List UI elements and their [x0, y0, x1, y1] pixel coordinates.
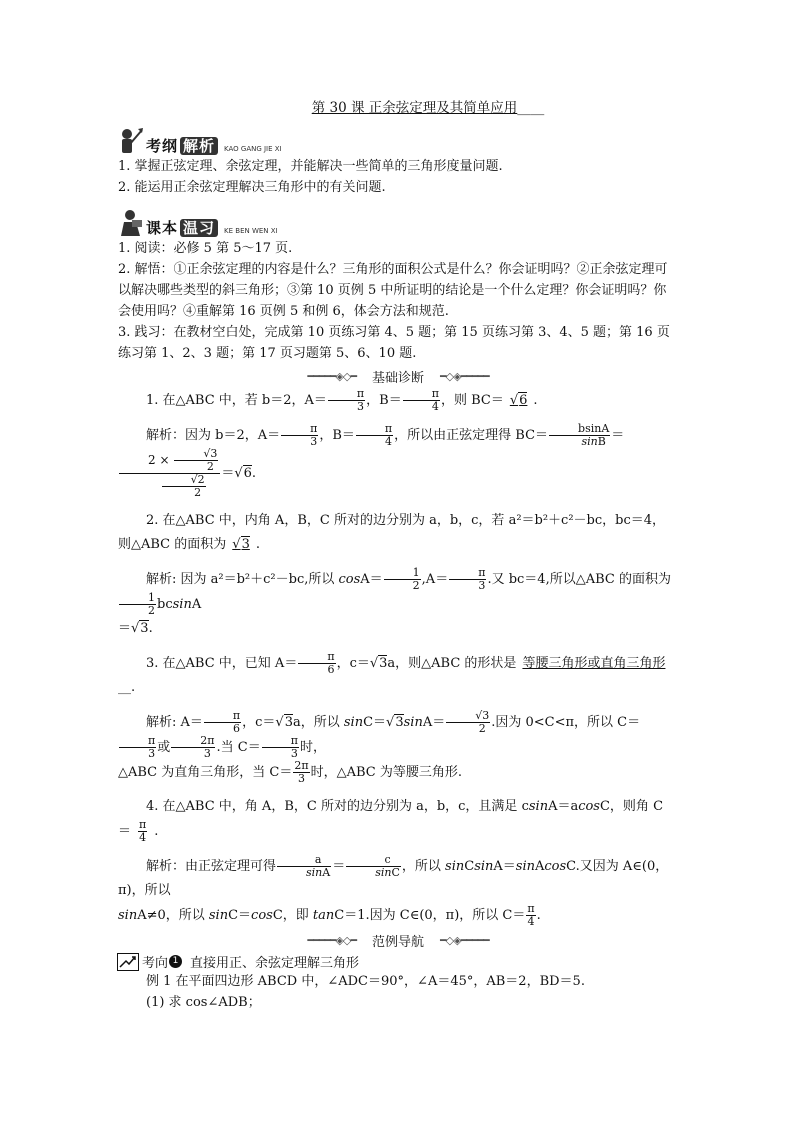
banner-label: 课本 温习 — [146, 217, 218, 238]
banner-pinyin: KE BEN WEN XI — [224, 227, 278, 235]
reader-figure-icon — [118, 126, 144, 156]
section-title: 基础诊断 — [371, 370, 424, 386]
ornament-left-icon: ━━━━━◈◇━ — [307, 369, 356, 383]
section-title: 范例导航 — [371, 934, 424, 950]
solution-1: 解析：因为 b＝2，A＝ $\frac{\pi}{3}$ ，B＝ $\frac{\pi}{4}$ ，所以由正弦定理得 BC＝ $\frac{bsinA}{\sin B}$ ＝ 2 × $\frac{√3}{2}$ $\frac{√2}{2}$ ＝√6. — [118, 423, 678, 499]
problem-4-cont: ＝ $\frac{\pi}{4}$ . — [118, 818, 159, 844]
outline-item: 2. 能运用正余弦定理解决三角形中的有关问题. — [118, 180, 386, 195]
problem-3: 3. 在△ABC 中，已知 A＝ $\frac{\pi}{6}$ ，c＝√3a，则△ABC 的形状是 等腰三角形或直角三角形 — [146, 650, 666, 676]
problem-1: 1. 在△ABC 中，若 b＝2，A＝ $\frac{\pi}{3}$ ，B＝ $\frac{\pi}{4}$ ，则 BC＝ √6 . — [146, 387, 538, 413]
outline-item: 1. 掌握正弦定理、余弦定理，并能解决一些简单的三角形度量问题. — [118, 159, 503, 174]
kaoxiang-heading: 考向 1 直接用正、余弦定理解三角形 — [117, 952, 678, 971]
problem-3-cont: __. — [118, 680, 136, 695]
solution-2: 解析: 因为 a²＝b²＋c²－bc,所以 cosA＝ $\frac{1}{2}$ ,A＝ $\frac{\pi}{3}$ .又 bc＝4,所以△ABC 的面积为 $\frac{1}{2}$ bcsinA — [118, 567, 678, 617]
ornament-right-icon: ━◇◈━━━━━ — [440, 369, 489, 383]
problem-4: 4. 在△ABC 中，角 A，B，C 所对的边分别为 a，b，c，且满足 csinA＝acosC，则角 C — [146, 799, 664, 814]
problem-2-cont: 则△ABC 的面积为 √3 . — [118, 537, 260, 552]
document-page — [118, 96, 678, 1013]
banner-keben — [118, 204, 678, 238]
review-item: 2. 解悟：①正余弦定理的内容是什么？三角形的面积公式是什么？你会证明吗？②正余弦定理可以解决哪些类型的斜三角形；③第 10 页例 5 中所证明的结论是一个什么定理？你会证明吗？你会使用吗？④重解第 16 页例 5 和例 6，体会方法和规范. — [118, 262, 668, 319]
banner-pinyin: KAO GANG JIE XI — [224, 145, 282, 153]
reading-student-icon — [118, 208, 144, 238]
number-badge: 1 — [169, 955, 182, 968]
banner-label: 考纲 解析 — [146, 135, 218, 156]
problem-2: 2. 在△ABC 中，内角 A，B，C 所对的边分别为 a，b，c，若 a²＝b²＋c²－bc，bc＝4， — [146, 513, 666, 528]
kaoxiang-text: 直接用正、余弦定理解三角形 — [190, 956, 360, 971]
solution-4: 解析：由正弦定理可得 $\frac{a}{\sin A}$ ＝ $\frac{c}{\sin C}$ ，所以 sinCsinA＝sinAcosC.又因为 A∈(0，π)，所以 — [118, 853, 669, 898]
solution-3-cont: △ABC 为直角三角形，当 C＝ $\frac{2\pi}{3}$ 时，△ABC 为等腰三角形. — [118, 759, 462, 785]
review-item: 3. 践习：在教材空白处，完成第 10 页练习第 4、5 题；第 15 页练习第 3、4、5 题；第 16 页练习第 1、2、3 题；第 17 页习题第 5、6、10 题. — [118, 325, 670, 361]
example-line: 例 1 在平面四边形 ABCD 中，∠ADC＝90°，∠A＝45°，AB＝2，BD＝5. — [146, 974, 585, 989]
page-title: 第 30 课 正余弦定理及其简单应用____ — [311, 100, 545, 116]
review-item: 1. 阅读：必修 5 第 5～17 页. — [118, 241, 293, 256]
solution-4-cont: sinA≠0，所以 sinC＝cosC，即 tanC＝1.因为 C∈(0，π)，所以 C＝ $\frac{\pi}{4}$ . — [118, 902, 541, 928]
ornament-right-icon: ━◇◈━━━━━ — [440, 933, 489, 947]
trend-chart-icon — [117, 953, 139, 971]
section-divider — [118, 365, 678, 387]
solution-2-cont: ＝√3. — [118, 621, 153, 636]
banner-kaogang — [118, 122, 678, 156]
ornament-left-icon: ━━━━━◈◇━ — [307, 933, 356, 947]
solution-3: 解析: A＝ $\frac{\pi}{6}$ ，c＝√3a，所以 sinC＝√3sinA＝ $\frac{√3}{2}$ .因为 0<C<π，所以 C＝ $\frac{\pi}{3}$ 或 $\frac{2\pi}{3}$ .当 C＝ $\frac{\pi}{3}$ 时， — [118, 710, 678, 760]
example-line: (1) 求 cos∠ADB； — [146, 995, 261, 1010]
section-divider — [118, 929, 678, 951]
